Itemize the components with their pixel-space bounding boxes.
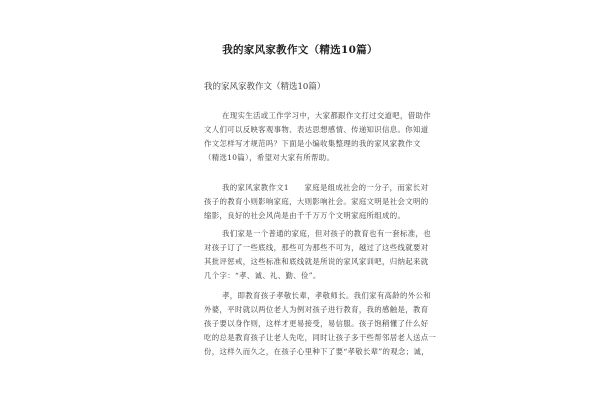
document-subtitle: 我的家风家教作文（精选10篇） [204,82,326,92]
paragraph-3-line-1: 我们家是一个普通的家庭，但对孩子的教育也有一套标准，也 [222,229,431,238]
paragraph-4-line-4: 吃的总是教育孩子让老人先吃，同时让孩子多干些帮邻居老人送点一 [204,333,437,342]
paragraph-2-line-1: 我的家风家教作文1 家庭是组成社会的一分子，而家长对 [222,183,429,192]
paragraph-1-line-4: （精选10篇），希望对大家有所帮助。 [204,153,335,162]
paragraph-1-line-1: 在现实生活或工作学习中，大家都跟作文打过交道吧，借助作 [222,111,431,120]
paragraph-4-line-5: 份，这样久而久之，在孩子心里种下了要“孝敬长辈”的观念；诚， [204,347,429,356]
paragraph-1-line-2: 文人们可以反映客观事物、表达思想感情、传递知识信息。你知道 [204,125,429,134]
paragraph-4-line-2: 外婆，平时就以两位老人为例对孩子进行教育，我的感触是，教育 [204,305,429,314]
paragraph-3-line-2: 对孩子订了一些底线，那些可为那些不可为，越过了这些线就要对 [204,243,429,252]
paragraph-2-line-2: 孩子的教育小则影响家庭，大则影响社会。家庭文明是社会文明的 [204,197,429,206]
paragraph-1-line-3: 作文怎样写才规范吗？下面是小编收集整理的我的家风家教作文 [204,139,421,148]
paragraph-3-line-4: 几个字：“孝、诚、礼、勤、俭”。 [204,271,321,280]
paragraph-3-line-3: 其批评惩戒，这些标准和底线就是所说的家风家训吧，归纳起来就 [204,257,429,266]
paragraph-2-line-3: 缩影，良好的社会风尚是由千千万万个文明家庭所组成的。 [204,211,406,220]
paragraph-4-line-3: 孩子要以身作则，这样才更易接受，易信服。孩子饱稍懂了什么好 [204,319,429,328]
paragraph-4-line-1: 孝，即教育孩子孝敬长辈，孝敬师长。我们家有高龄的外公和 [222,291,431,300]
document-title: 我的家风家教作文（精选10篇） [222,44,378,56]
